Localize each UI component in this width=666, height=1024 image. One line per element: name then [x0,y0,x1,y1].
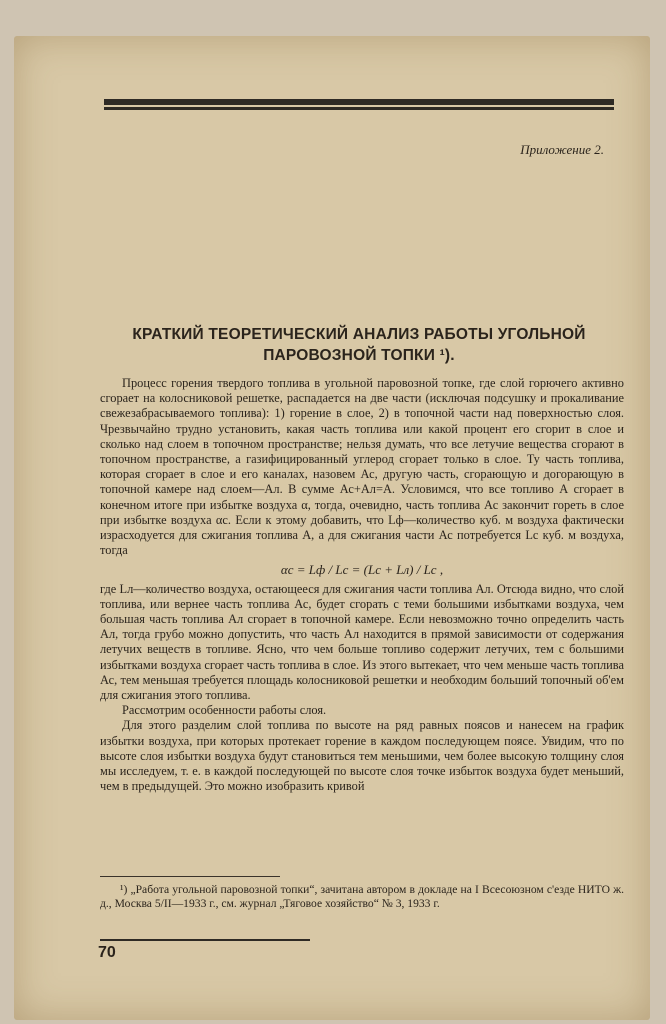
paragraph-2: где Lл—количество воздуха, остающееся для сжигания части топлива Ал. Отсюда видно, что слой топлива, или вернее часть топлива Ас, будет сгорать с теми большими избытками воздуха, чем большая часть топлива Ал сгорает в топочной камере. Если невозможно точно определить часть Ал, тогда грубо можно допустить, что часть Ал находится в прямой зависимости от содержания летучих веществ в топливе. Ясно, что чем больше топливо содержит летучих, тем с большими избытками воздуха сгорает часть топлива в слое. Из этого вытекает, что чем меньше часть топлива Ас, тем меньшая требуется площадь колосниковой решетки и необходим больший топочный об'ем для сжигания этого топлива. [100,581,624,703]
paragraph-3: Рассмотрим особенности работы слоя. [122,703,327,718]
footer-rule [100,939,310,941]
page-number: 70 [98,944,116,961]
title-line-1: КРАТКИЙ ТЕОРЕТИЧЕСКИЙ АНАЛИЗ РАБОТЫ УГОЛЬНОЙ [132,326,586,343]
appendix-label: Приложение 2. [520,142,604,157]
formula: αc = Lф / Lc = (Lc + Lл) / Lc , [280,562,444,578]
paragraph-1: Процесс горения твердого топлива в угольной паровозной топке, где слой горючего активно сгорает на колосниковой решетке, распадается на две части (исключая подсушку и прокаливание свежезабрасываемого топлива): 1) горение в слое, 2) в топочной части над поверхностью слоя. Чрезвычайно трудно установить, какая часть топлива или какой процент его сгорит в слое и сколько над слоем в топочном пространстве; нельзя думать, что все летучие вещества сгорают в топочном пространстве, а газифицированный углерод сгорает только в слое. Ту часть топлива, которая сгорает в слое и его каналах, назовем Ас, другую часть, сгорающую и догорающую в топочной камере над слоем—Ал. В сумме Ас+Ал=А. Условимся, что все топливо А сгорает в конечном итоге при избытке воздуха α, тогда, очевидно, часть топлива Ас закончит гореть в слое при избытке воздуха αc. Если к этому добавить, что Lф—количество куб. м воздуха фактически израсходуется для сжигания топлива А, а для сжигания части Ас потребуется Lc куб. м воздуха, тогда [100,376,624,558]
book-page [14,36,650,1020]
article-title [94,324,624,366]
article-body [100,376,624,794]
paragraph-4: Для этого разделим слой топлива по высоте на ряд равных поясов и нанесем на график избытки воздуха, при которых протекает горение в каждом последующем поясе. Увидим, что по высоте слоя избытки воздуха будут становиться тем меньшими, чем более высокую толщину слоя мы исследуем, т. е. в каждой последующей по высоте слоя точке избыток воздуха будет меньший, чем в предыдущей. Это можно изобразить кривой [100,718,624,794]
footnote: ¹) „Работа угольной паровозной топки“, зачитана автором в докладе на I Всесоюзном с'езде НИТО ж. д., Москва 5/II—1933 г., см. журнал „Тяговое хозяйство“ № 3, 1933 г. [100,883,624,910]
title-line-2: ПАРОВОЗНОЙ ТОПКИ ¹). [263,347,455,364]
footnote-rule [100,876,280,877]
header-rule [104,99,614,107]
